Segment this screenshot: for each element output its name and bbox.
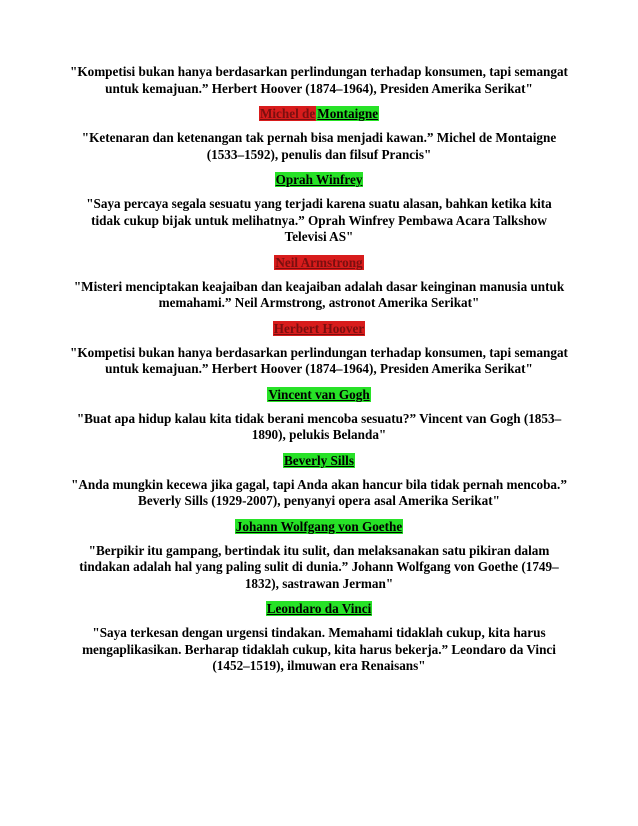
quote-neil-armstrong: "Misteri menciptakan keajaiban dan keajaiban adalah dasar keinginan manusia untuk memahami.” Neil Armstrong, astronot Amerika Serikat" [73, 278, 565, 310]
heading-neil-armstrong: Neil Armstrong [275, 254, 363, 270]
heading-oprah-winfrey: Oprah Winfrey [275, 172, 363, 187]
heading-leondaro-da-vinci: Leondaro da Vinci [266, 601, 372, 616]
heading-part-green: Montaigne [317, 106, 379, 121]
heading-johann-wolfgang-von-goethe: Johann Wolfgang von Goethe [235, 518, 403, 534]
heading-row-beverly-sills [70, 451, 568, 470]
quote-herbert-hoover-2: "Kompetisi bukan hanya berdasarkan perlindungan terhadap konsumen, tapi semangat untuk kemajuan.” Herbert Hoover (1874–1964), Presiden Amerika Serikat" [70, 344, 568, 376]
quote-herbert-hoover-1: "Kompetisi bukan hanya berdasarkan perlindungan terhadap konsumen, tapi semangat untuk kemajuan.” Herbert Hoover (1874–1964), Presiden Amerika Serikat" [70, 64, 568, 96]
heading-vincent-van-gogh: Vincent van Gogh [268, 386, 370, 402]
heading-michel-de-montaigne [70, 104, 568, 123]
heading-row-oprah-winfrey [70, 170, 568, 189]
heading-row-goethe [70, 517, 568, 536]
heading-herbert-hoover: Herbert Hoover [273, 320, 365, 336]
heading-beverly-sills: Beverly Sills [284, 452, 354, 468]
quote-vincent-van-gogh: "Buat apa hidup kalau kita tidak berani mencoba sesuatu?” Vincent van Gogh (1853–1890), pelukis Belanda" [76, 410, 562, 442]
quotes-document [70, 64, 568, 675]
heading-row-herbert-hoover [70, 319, 568, 338]
quote-beverly-sills: "Anda mungkin kecewa jika gagal, tapi Anda akan hancur bila tidak pernah mencoba.” Beverly Sills (1929-2007), penyanyi opera asal Amerika Serikat" [71, 476, 567, 508]
heading-row-da-vinci [70, 599, 568, 618]
quote-oprah-winfrey: "Saya percaya segala sesuatu yang terjadi karena suatu alasan, bahkan ketika kita tidak cukup bijak untuk melihatnya.” Oprah Winfrey Pembawa Acara Talkshow Televisi AS" [86, 196, 552, 244]
heading-row-vincent-van-gogh [70, 385, 568, 404]
quote-michel-de-montaigne: "Ketenaran dan ketenangan tak pernah bisa menjadi kawan.” Michel de Montaigne (1533–1592), penulis dan filsuf Prancis" [81, 130, 557, 162]
heading-row-neil-armstrong [70, 253, 568, 272]
heading-part-red: Michel de [259, 106, 316, 121]
quote-goethe: "Berpikir itu gampang, bertindak itu sulit, dan melaksanakan satu pikiran dalam tindakan adalah hal yang paling sulit di dunia.” Johann Wolfgang von Goethe (1749–1832), sastrawan Jerman" [79, 542, 559, 591]
quote-da-vinci: "Saya terkesan dengan urgensi tindakan. Memahami tidaklah cukup, kita harus mengaplikasikan. Berharap tidaklah cukup, kita harus bekerja.” Leondaro da Vinci (1452–1519), ilmuwan era Renaisans" [82, 625, 556, 673]
